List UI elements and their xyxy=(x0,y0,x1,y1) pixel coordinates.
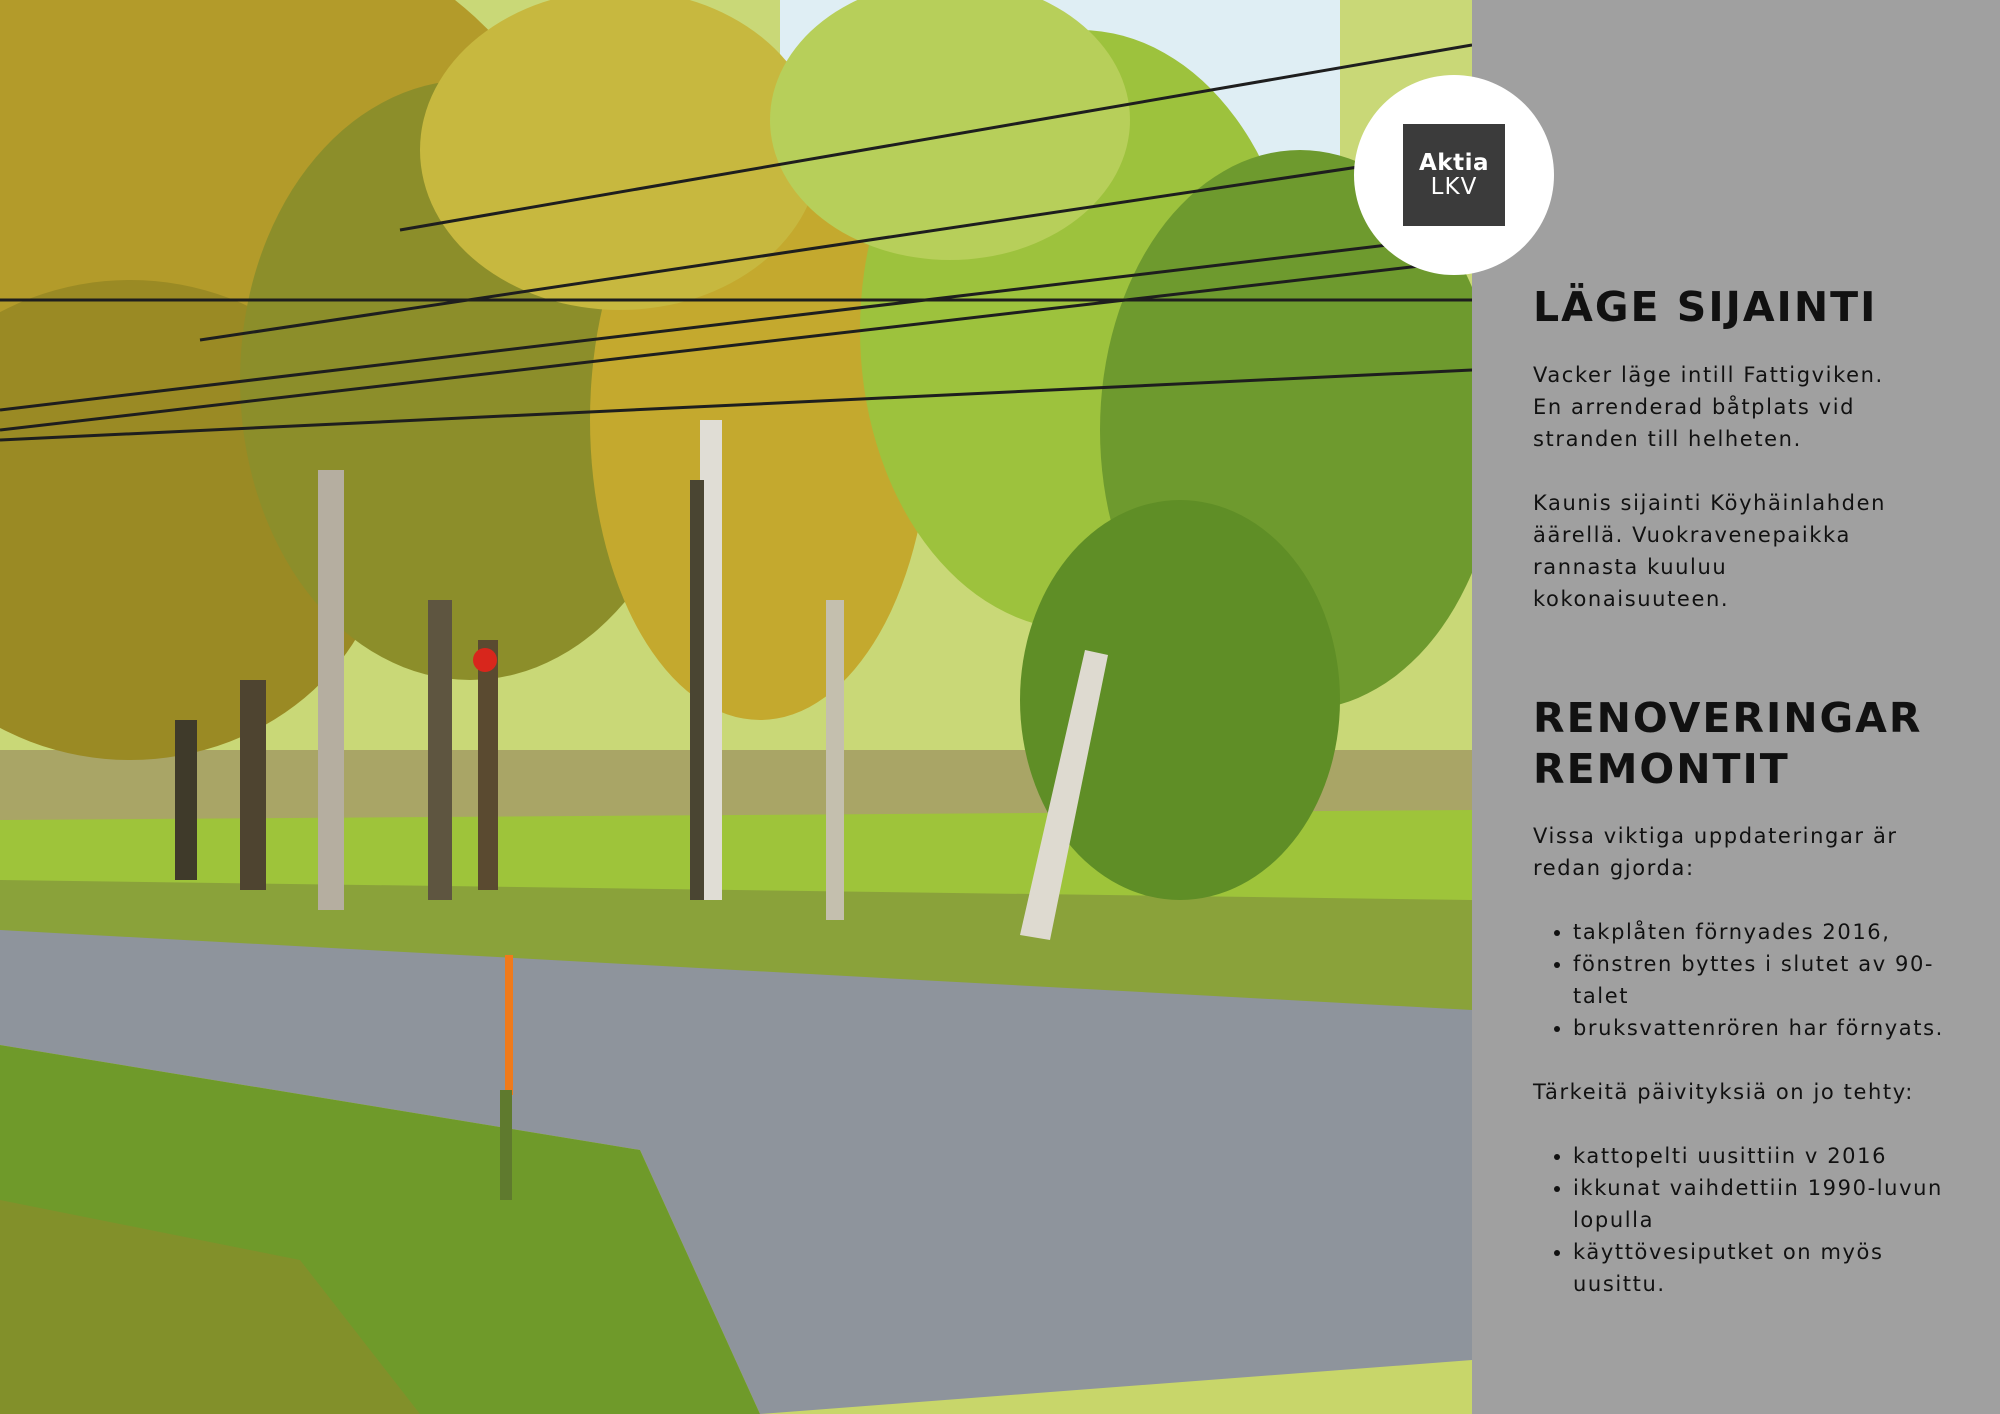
list-item: • kattopelti uusittiin v 2016 xyxy=(1573,1140,1973,1172)
list-item: • takplåten förnyades 2016, xyxy=(1573,916,1973,948)
list-item: • käyttövesiputket on myös uusittu. xyxy=(1573,1236,1973,1300)
renovations-heading: RENOVERINGAR REMONTIT xyxy=(1533,693,1923,793)
list-item: • fönstren byttes i slutet av 90-talet xyxy=(1573,948,1973,1012)
renovations-finnish-list xyxy=(1533,1140,1973,1300)
renovations-swedish-list xyxy=(1533,916,1973,1044)
location-heading: LÄGE SIJAINTI xyxy=(1533,283,1878,331)
renovations-finnish-intro: Tärkeitä päivityksiä on jo tehty: xyxy=(1533,1080,1914,1105)
renovations-swedish-intro: Vissa viktiga uppdateringar är redan gjorda: xyxy=(1533,824,1898,881)
location-swedish: Vacker läge intill Fattigviken. En arrenderad båtplats vid stranden till helheten. xyxy=(1533,362,1884,451)
logo-line1: Aktia xyxy=(1419,149,1489,176)
location-finnish: Kaunis sijainti Köyhäinlahden äärellä. Vuokravenepaikka rannasta kuuluu kokonaisuuteen. xyxy=(1533,490,1887,611)
logo-box xyxy=(1403,124,1505,226)
panel-content xyxy=(1533,282,1973,1300)
list-item: • bruksvattenrören har förnyats. xyxy=(1573,1012,1973,1044)
aktia-logo xyxy=(1354,75,1554,275)
list-item: • ikkunat vaihdettiin 1990-luvun lopulla xyxy=(1573,1172,1973,1236)
logo-line2: LKV xyxy=(1430,174,1478,200)
